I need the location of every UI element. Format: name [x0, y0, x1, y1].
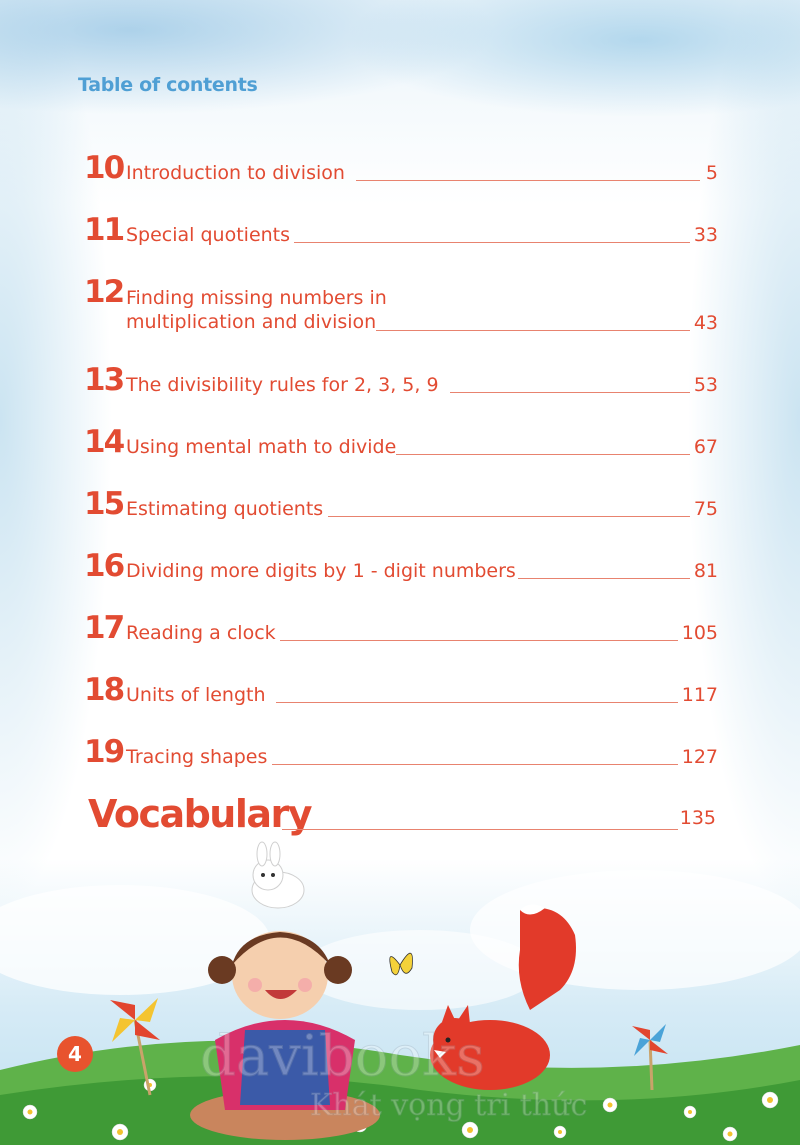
toc-entry-10[interactable] — [84, 150, 718, 184]
dot-leader — [276, 702, 678, 703]
chapter-number: 14 — [84, 424, 124, 460]
chapter-number: 13 — [84, 362, 124, 398]
svg-text:Khát vọng tri thức: Khát vọng tri thức — [310, 1088, 588, 1123]
illustration-scene — [0, 840, 800, 1145]
chapter-page: 33 — [693, 224, 718, 246]
chapter-page: 117 — [681, 684, 718, 706]
chapter-title: Dividing more digits by 1 - digit numbers — [126, 560, 516, 582]
dot-leader — [518, 578, 690, 579]
vocabulary-page: 135 — [679, 807, 716, 829]
dot-leader — [450, 392, 690, 393]
toc-entry-11[interactable] — [84, 212, 718, 246]
toc-entry-14[interactable] — [84, 424, 718, 458]
chapter-title: Units of length — [126, 684, 266, 706]
chapter-page: 127 — [681, 746, 718, 768]
chapter-title: Using mental math to divide — [126, 436, 397, 458]
dot-leader — [396, 454, 690, 455]
chapter-page: 53 — [693, 374, 718, 396]
chapter-number: 18 — [84, 672, 124, 708]
chapter-title — [126, 286, 387, 334]
chapter-number: 16 — [84, 548, 124, 584]
chapter-number: 15 — [84, 486, 124, 522]
chapter-title: Introduction to division — [126, 162, 345, 184]
svg-text:davibooks: davibooks — [200, 1024, 485, 1089]
page-number-badge: 4 — [57, 1036, 93, 1072]
chapter-number: 12 — [84, 274, 124, 310]
rabbit-icon — [252, 842, 304, 908]
toc-entry-19[interactable] — [84, 734, 718, 768]
toc-entry-16[interactable] — [84, 548, 718, 582]
chapter-title: Special quotients — [126, 224, 291, 246]
toc-entry-18[interactable] — [84, 672, 718, 706]
dot-leader — [280, 640, 678, 641]
chapter-title: Estimating quotients — [126, 498, 324, 520]
dot-leader — [294, 242, 690, 243]
chapter-title: Reading a clock — [126, 622, 276, 644]
chapter-page: 43 — [693, 312, 718, 334]
chapter-page: 67 — [693, 436, 718, 458]
toc-entry-12[interactable] — [84, 276, 718, 334]
vocabulary-title[interactable]: Vocabulary — [88, 792, 312, 836]
dot-leader — [376, 330, 690, 331]
dot-leader — [272, 764, 678, 765]
dot-leader — [356, 180, 700, 181]
dot-leader — [282, 829, 678, 830]
toc-entry-15[interactable] — [84, 486, 718, 520]
chapter-page: 75 — [693, 498, 718, 520]
chapter-number: 11 — [84, 212, 124, 248]
chapter-number: 19 — [84, 734, 124, 770]
toc-entry-17[interactable] — [84, 610, 718, 644]
toc-heading: Table of contents — [78, 74, 258, 96]
clouds-icon — [0, 870, 800, 1010]
chapter-page: 105 — [681, 622, 718, 644]
chapter-page: 81 — [693, 560, 718, 582]
chapter-page: 5 — [705, 162, 718, 184]
chapter-title-line-2: multiplication and division — [126, 311, 377, 333]
chapter-title: The divisibility rules for 2, 3, 5, 9 — [126, 374, 439, 396]
chapter-number: 10 — [84, 150, 124, 186]
chapter-title: Tracing shapes — [126, 746, 268, 768]
chapter-title-line-1: Finding missing numbers in — [126, 287, 387, 309]
chapter-number: 17 — [84, 610, 124, 646]
toc-entry-13[interactable] — [84, 362, 718, 396]
dot-leader — [328, 516, 690, 517]
